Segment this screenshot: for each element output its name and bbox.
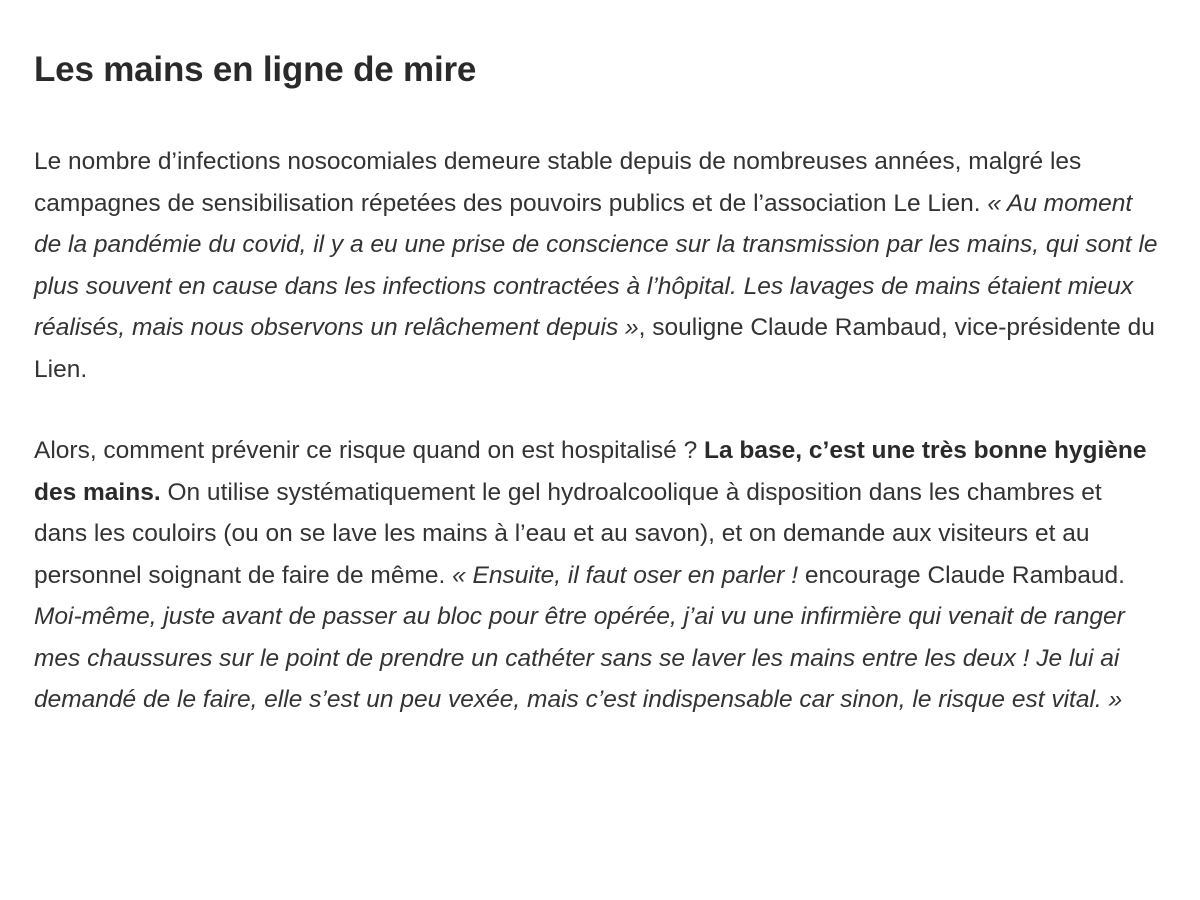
- article-title: Les mains en ligne de mire: [34, 50, 477, 89]
- article: [34, 46, 1159, 761]
- paragraph-2-text-start: Alors, comment prévenir ce risque quand on est hospitalisé ?: [34, 437, 705, 464]
- paragraph-2-quote-1: « Ensuite, il faut oser en parler !: [452, 561, 799, 589]
- paragraph-2: [34, 430, 1159, 721]
- paragraph-1-text-start: Le nombre d’infections nosocomiales demeure stable depuis de nombreuses années, malgré les campagnes de sensibilisation répetées des pouvoirs publics et de l’association Le Lien.: [34, 148, 1082, 217]
- paragraph-2-bold-statement: La base, c’est une très bonne hygiène des mains.: [34, 437, 1147, 506]
- paragraph-1-text-end: , souligne Claude Rambaud, vice-présidente du Lien.: [34, 314, 1155, 383]
- paragraph-2-text-middle: On utilise systématiquement le gel hydroalcoolique à disposition dans les chambres et dans les couloirs (ou on se lave les mains à l’eau et au savon), et on demande aux visiteurs et au personnel soignant de faire de même.: [34, 478, 1102, 589]
- paragraph-2-attribution: encourage Claude Rambaud.: [798, 561, 1125, 589]
- paragraph-1: [34, 141, 1159, 390]
- paragraph-2-quote-2: Moi-même, juste avant de passer au bloc pour être opérée, j’ai vu une infirmière qui venait de ranger mes chaussures sur le point de prendre un cathéter sans se laver les mains entre les deux ! Je lui ai demandé de le faire, elle s’est un peu vexée, mais c’est indispensable car sinon, le risque est vital. »: [34, 603, 1125, 713]
- paragraph-1-quote: « Au moment de la pandémie du covid, il y a eu une prise de conscience sur la transmission par les mains, qui sont le plus souvent en cause dans les infections contractées à l’hôpital. Les lavages de mains étaient mieux réalisés, mais nous observons un relâchement depuis »: [34, 189, 1158, 341]
